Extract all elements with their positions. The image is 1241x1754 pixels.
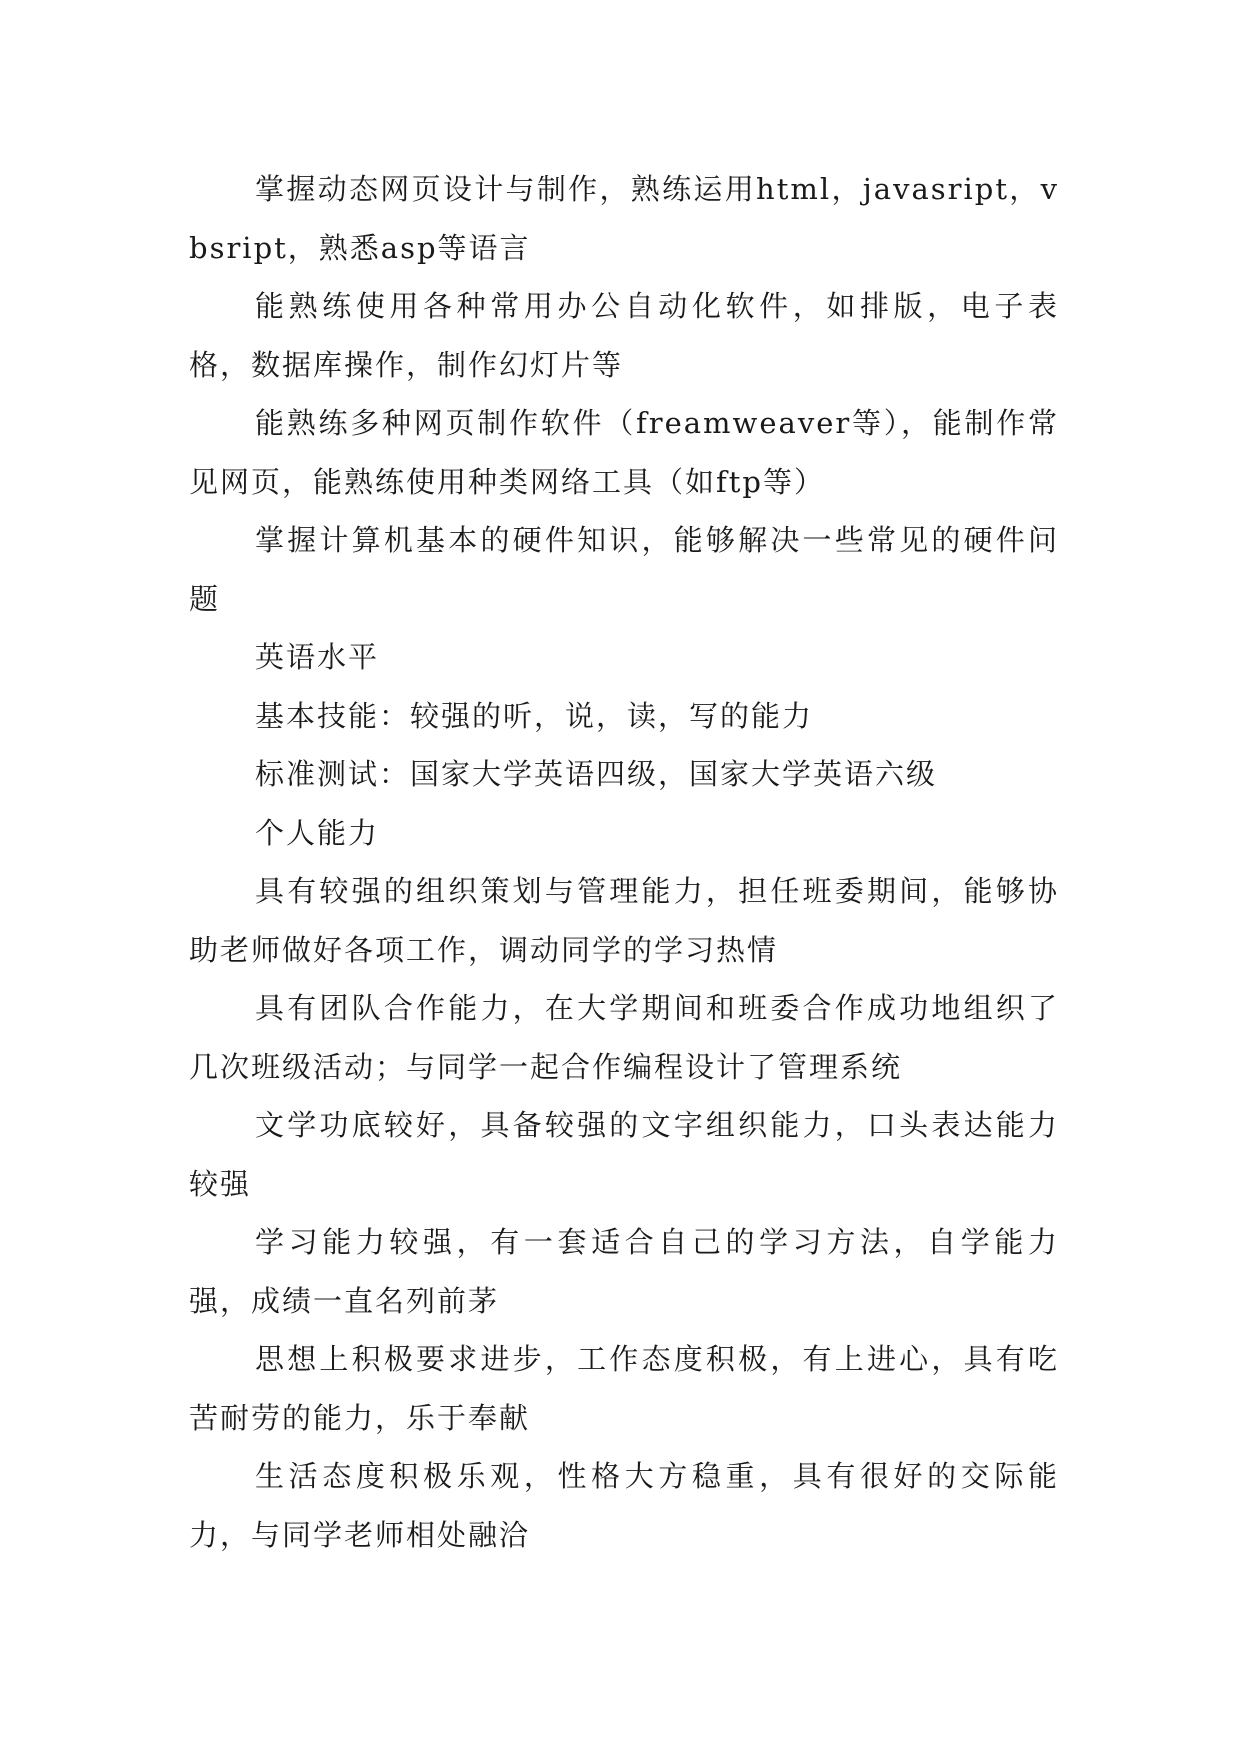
paragraph-office-skills: 能熟练使用各种常用办公自动化软件，如排版，电子表格，数据库操作，制作幻灯片等	[189, 289, 1059, 382]
paragraph-writing: 文学功底较好，具备较强的文字组织能力，口头表达能力较强	[189, 1108, 1059, 1201]
section-heading-personal: 个人能力	[255, 815, 380, 850]
paragraph-learning: 学习能力较强，有一套适合自己的学习方法，自学能力强，成绩一直名列前茅	[189, 1225, 1059, 1318]
paragraph-web-tools: 能熟练多种网页制作软件（freamweaver等），能制作常见网页，能熟练使用种类网络工具（如ftp等）	[189, 406, 1059, 499]
section-heading-english: 英语水平	[255, 640, 380, 674]
paragraph-standard-tests: 标准测试：国家大学英语四级，国家大学英语六级	[255, 757, 938, 791]
paragraph-life-attitude: 生活态度积极乐观，性格大方稳重，具有很好的交际能力，与同学老师相处融洽	[189, 1459, 1059, 1552]
paragraph-basic-skills: 基本技能：较强的听，说，读，写的能力	[255, 698, 814, 733]
paragraph-teamwork: 具有团队合作能力，在大学期间和班委合作成功地组织了几次班级活动；与同学一起合作编程设计了管理系统	[189, 991, 1059, 1084]
paragraph-web-skills: 掌握动态网页设计与制作，熟练运用html，javasript，vbsript，熟悉asp等语言	[189, 172, 1059, 265]
paragraph-attitude: 思想上积极要求进步，工作态度积极，有上进心，具有吃苦耐劳的能力，乐于奉献	[189, 1342, 1059, 1435]
paragraph-hardware: 掌握计算机基本的硬件知识，能够解决一些常见的硬件问题	[189, 523, 1059, 616]
document-body	[189, 160, 1059, 1564]
paragraph-organization: 具有较强的组织策划与管理能力，担任班委期间，能够协助老师做好各项工作，调动同学的学习热情	[189, 874, 1059, 967]
